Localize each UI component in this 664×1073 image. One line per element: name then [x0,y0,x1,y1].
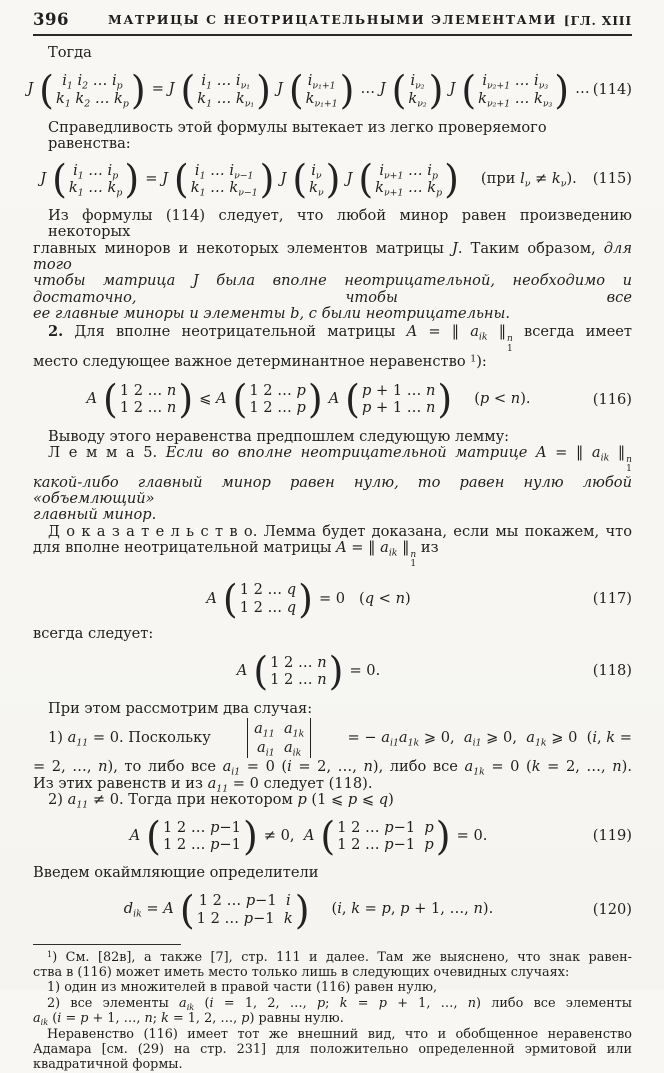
math-text: A [86,390,98,408]
formula-body [23,72,593,108]
paragraph-sprav: Справедливость этой формулы вытекает из легко проверяемого равенства: [48,118,547,152]
math-text: … J [360,80,386,98]
math-text: J [40,170,47,188]
equation-number: (120) [592,900,632,918]
matrix [195,72,256,107]
paragraph-pri-etom: При этом рассмотрим два случая: [48,700,313,718]
formula-114 [27,65,632,115]
matrix-arg [345,381,452,417]
footnote-block [33,950,632,1073]
matrix [67,162,124,197]
formula-body [233,653,384,689]
equation-number: (118) [592,662,632,680]
matrix-row: $k_{\nu_2}$ [408,89,427,109]
matrix-arg [292,161,340,197]
matrix-row: 1 2 … p−1 k [196,909,293,927]
matrix-arg [233,381,323,417]
matrix-row: 1 2 … p [249,399,306,417]
text-line: место следующее важное детерминантное неравенство $^1$): [33,353,487,371]
formula-117 [33,574,632,624]
matrix-row: ( $i_1$ … $i_{\nu-1}$ [194,161,254,181]
matrix-row: 1 2 … q [239,598,297,616]
matrix-row: $k_1$ … $k_p$ [68,179,123,199]
formula-116 [33,375,632,425]
matrix-row: ( 1 2 … n [270,653,327,671]
matrix-row: ( $i_{\nu_2+1}$ … $i_{\nu_3}$ [482,72,549,92]
matrix-row: ( 1 2 … p−1 p [337,818,434,836]
matrix [476,72,554,107]
equation-number: (114) [592,80,632,98]
matrix-row: ( $i_1$ $i_2$ … $i_p$ [62,72,123,92]
matrix-arg [52,161,139,197]
paragraph-vyvodu: Выводу этого неравенства предпошлем следующую лемму: [48,427,510,445]
footnote-line: 2) все элементы $a_{ik}$ (i = 1, 2, …, p; k = p + 1, …, n) либо все элементы [47,995,632,1012]
matrix-row: $k_1$ … $k_{\nu-1}$ [190,179,258,199]
math-text: A [129,827,141,845]
formula-body [120,892,497,928]
matrix-row: $k_{\nu+1}$ … $k_p$ [375,179,443,199]
matrix-arg [103,381,193,417]
matrix-arg [358,161,459,197]
matrix-row: ( 1 2 … n [119,381,177,399]
math-text: = J [145,170,168,188]
matrix-row: p + 1 … n [361,399,436,417]
matrix [268,654,329,689]
matrix-arg [289,72,355,108]
matrix [307,162,326,197]
matrix-row: ( $i_{\nu_2}$ [410,72,425,92]
matrix [161,819,243,854]
matrix-row: $k_{\nu_2+1}$ … $k_{\nu_3}$ [478,89,553,109]
matrix-row: ( 1 2 … p−1 [162,818,241,836]
footnote-line: Адамара [см. (29) на стр. 231] для положительно определенной эрмитовой или [33,1042,632,1058]
paragraph-lemma-5 [33,445,632,524]
footnote-line: ства в (116) может иметь место только лишь в следующих очевидных случаях: [33,965,570,981]
text-line: чтобы матрица J была вполне неотрицательной, необходимо и достаточно, чтобы все [33,272,632,306]
matrix-row: $k_\nu$ [309,179,324,199]
matrix [238,581,298,616]
math-text: = 0. [349,662,381,679]
matrix-arg [180,892,310,928]
formula-119 [33,811,632,861]
chapter-label: [ГЛ. XIII [563,13,632,28]
matrix [189,162,260,197]
equation-number: (115) [592,170,632,188]
math-text: 1) $a_{11} = 0$. Поскольку [48,729,211,749]
running-title: МАТРИЦЫ С НЕОТРИЦАТЕЛЬНЫМИ ЭЛЕМЕНТАМИ [108,12,557,27]
math-text: (при $l_\nu \ne k_\nu$). [480,170,577,190]
matrix-arg [253,653,343,689]
matrix [304,72,340,107]
matrix [360,382,437,417]
page-number: 396 [33,10,69,29]
matrix-row: ( $i_{\nu+1}$ … $i_p$ [379,161,438,181]
math-text: = 0. [456,827,488,845]
matrix-arg [461,72,569,108]
matrix-arg [39,72,146,108]
text-line: для вполне неотрицательной матрицы A = ‖ $a_{ik}$ ‖ n 1 из [33,538,439,570]
math-text: A [328,390,340,408]
math-text: J [449,80,456,98]
text-line: Л е м м а 5. Если во вполне неотрицательной матрице A = ‖ $a_{ik}$ ‖ n 1 [48,443,632,475]
matrix [54,72,131,107]
matrix [195,892,295,927]
formula-body [82,381,534,417]
matrix-row: $a_{i1}$ $a_{ik}$ [257,739,302,759]
math-text: ⩽ A [199,390,227,408]
matrix [373,162,444,197]
math-text: = − $a_{i1}a_{1k}$ ⩾ 0, $a_{i1}$ ⩾ 0, $a_{1k}$ ⩾ 0 (i, k = [347,729,632,749]
paragraph-vvedem: Введем окаймляющие определители [33,864,319,882]
matrix-arg [146,818,258,854]
paragraph-togda: Тогда [48,44,92,62]
equation-number: (119) [592,827,632,845]
matrix-arg [392,72,444,108]
text-line: Д о к а з а т е л ь с т в о. Лемма будет доказана, если мы покажем, что [48,522,632,540]
formula-body [36,161,581,197]
formula-115 [33,154,632,204]
matrix-row: 1 2 … p−1 p [337,836,434,854]
math-text: J [276,80,283,98]
matrix [247,382,307,417]
text-line: ее главные миноры и элементы b, c были неотрицательны. [33,304,511,322]
text-line: Из формулы (114) следует, что любой минор равен произведению некоторых [48,207,632,241]
paragraph-vsegda: всегда следует: [33,624,154,642]
equation-number: (117) [592,589,632,607]
matrix-arg [320,818,450,854]
matrix-row: 1 2 … n [119,399,177,417]
footnote-line: $^1$) См. [82в], а также [7], стр. 111 и далее. Там же выяснено, что знак равен- [47,948,632,965]
math-text: J [346,170,353,188]
matrix-row: ( 1 2 … p−1 i [198,892,291,910]
math-text: = J [151,80,175,98]
matrix-row: ( p + 1 … n [361,381,436,399]
math-text: = 0 (q < n) [318,589,411,607]
formula-body [202,581,414,617]
paragraph-item2 [33,324,632,370]
text-line: какой-либо главный минор равен нулю, то равен нулю любой «объемлющий» [33,473,632,508]
page-header [33,12,632,36]
text-line: Из этих равенств и из $a_{11} = 0$ следует (118). [33,774,373,795]
formula-120 [33,885,632,935]
matrix-arg [223,581,313,617]
matrix-row: 1 2 … p−1 [162,836,241,854]
matrix-row: $k_1$ $k_2$ … $k_p$ [55,89,129,109]
matrix-row: ( 1 2 … q [239,581,297,599]
matrix-row: $a_{11}$ $a_{1k}$ [254,720,305,740]
footnote-line: $a_{ik}$ (i = p + 1, …, n; k = 1, 2, …, p) равны нулю. [33,1011,344,1028]
math-text: ≠ 0, A [263,827,315,845]
paragraph-case-2: 2) $a_{11} \ne 0$. Тогда при некотором p (1 ⩽ p ⩽ q) [48,791,394,811]
footnote-line: Неравенство (116) имеет тот же внешний вид, что и обобщенное неравенство [47,1026,632,1042]
paragraph-iz-formuly [33,208,632,322]
determinant-2x2 [247,718,311,758]
text-line: 2. Для вполне неотрицательной матрицы A = ‖ $a_{ik}$ ‖ n 1 всегда имеет [48,323,633,354]
matrix-row: ( $i_1$ … $i_p$ [73,161,119,181]
math-text: $d_{ik} = A$ [123,900,174,920]
math-text: J [27,80,34,98]
math-text: (i, k = p, p + 1, …, n). [331,900,494,918]
text-line: главных миноров и некоторых элементов матрицы J. Таким образом, для того [33,239,632,274]
text-line: главный минор. [33,506,157,524]
matrix-arg [180,72,271,108]
math-text: A [236,662,248,679]
formula-118 [33,646,632,696]
matrix-row: $k_{\nu_1+1}$ [305,89,338,109]
matrix-row: ( $i_\nu$ [311,161,322,181]
math-text: A [206,589,217,607]
matrix [335,819,436,854]
footnote-line: 1) один из множителей в правой части (116) равен нулю, [47,980,438,996]
matrix-row: ( $i_1$ … $i_{\nu_1}$ [201,72,250,92]
paragraph-case-1 [33,717,632,795]
math-text: (p < n). [474,390,531,408]
math-text: J [280,170,287,188]
matrix-arg [174,161,275,197]
formula-body [126,818,492,854]
matrix [406,72,428,107]
matrix-row: $k_1$ … $k_{\nu_1}$ [197,89,255,109]
paragraph-proof [33,524,632,570]
matrix-row: ( $i_{\nu_1+1}$ [307,72,336,92]
footnote-line: квадратичной формы. [33,1057,183,1073]
matrix-row: ( 1 2 … p [249,381,306,399]
footnote-rule [33,944,181,945]
case1-first-line [33,717,632,759]
text-line: = 2, …, n), то либо все $a_{i1} = 0$ (i = 2, …, n), либо все $a_{1k} = 0$ (k = 2, …, n). [33,758,632,778]
equation-number: (116) [592,390,632,408]
matrix-row: 1 2 … n [270,671,327,689]
math-text: … [575,80,590,98]
matrix [118,382,179,417]
